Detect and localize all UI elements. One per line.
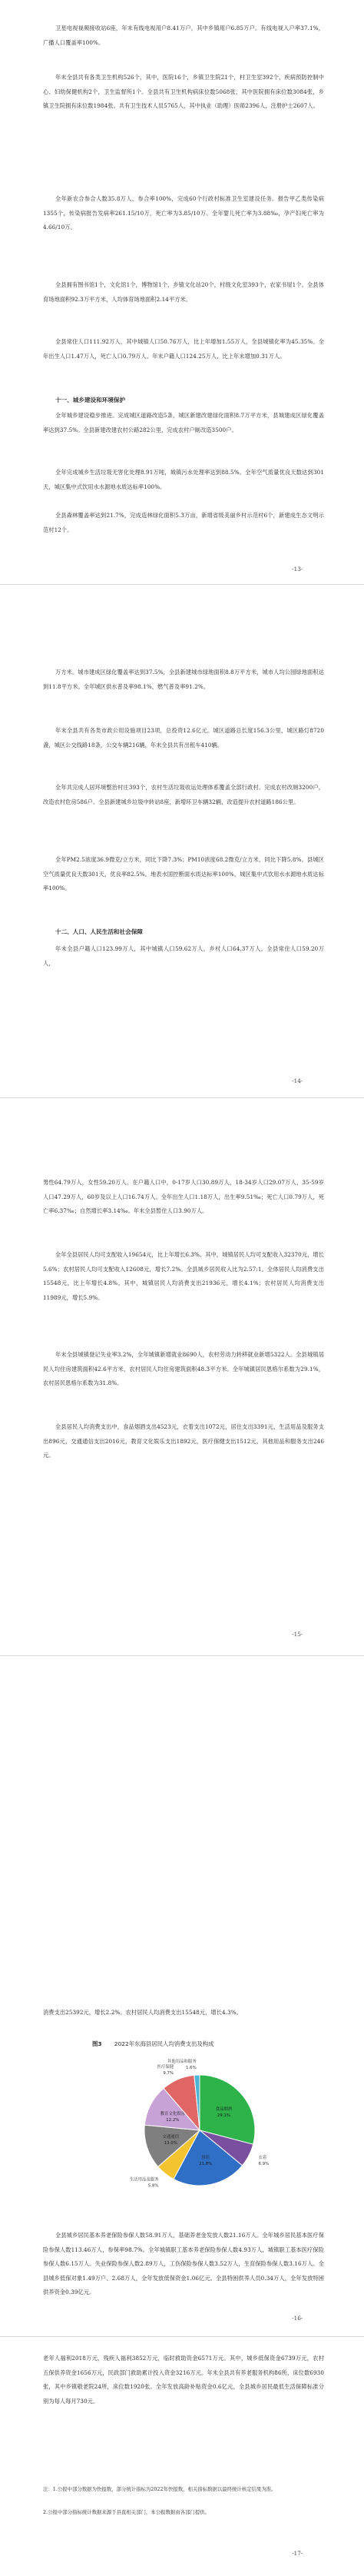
paragraph: 全县居民人均消费支出中，食品烟酒支出4523元，衣着支出1072元，居住支出3391元，生活用品及服务支出896元，交通通信支出2016元，教育文化娱乐支出1892元，医疗保健支出1512元，其他用品和服务支出246元。 (43, 1423, 324, 1459)
paragraph: 全县常住人口111.92万人，其中城镇人口50.76万人，比上年增加1.55万人，全县城镇化率为45.35%。全年出生人口1.47万人，死亡人口0.79万人。年末户籍人口124.25万人，比上年末增加0.31万人。 (43, 338, 324, 360)
paragraph: 全年共完成人居环境整治村庄393个，农村生活垃圾收运处理体系覆盖全部行政村。完成农村改厕3200户，改造农村危房586户。全县新建城乡垃圾中转站8座，新增环卫车辆32辆，改造提升农村道路186公里。 (43, 784, 324, 805)
pie-percent-label: 1.6% (186, 2066, 197, 2071)
pie-slice-label (157, 2063, 174, 2076)
paragraph: 男性64.79万人，女性59.20万人。在户籍人口中，0-17岁人口30.89万人，18-34岁人口29.07万人，35-59岁人口47.29万人，60岁及以上人口16.74万人。全年出生人口1.18万人，出生率9.51‰；死亡人口0.79万人，死亡率6.37‰；自然增长率3.14‰。年末全县暂住人口3.90万人。 (43, 1179, 324, 1215)
page-divider (0, 2336, 364, 2337)
paragraph: 全县森林覆盖率达到21.7%，完成造林绿化面积5.3万亩，新增省级美丽乡村示范村6个，新建成生态文明示范村12个。 (43, 512, 324, 533)
page-number: -14- (292, 1077, 303, 1084)
page-number: -15- (292, 1631, 303, 1638)
pie-category-label: 医疗保健 (157, 2064, 174, 2070)
paragraph: 全年新农合参合人数35.8万人，参合率100%，完成60个行政村标准卫生室建设任务。报告甲乙类传染病1355个，传染病报告发病率261.15/10万，死亡率为3.85/10万。全年婴儿死亡率为3.88‰，孕产妇死亡率为4.66/10万。 (43, 195, 324, 231)
figure-label: 图3 (92, 2040, 102, 2047)
pie-category-label: 交通通信 (162, 2135, 180, 2140)
page-number: -17- (292, 2550, 303, 2557)
paragraph: 全年PM2.5浓度36.9微克/立方米，同比下降7.3%；PM10浓度68.2微克/立方米，同比下降5.8%。县城区空气质量优良天数301天，优良率82.5%。地表水国控断面水质达标率100%，城区集中式饮用水水源地水质达标率100%。 (43, 856, 324, 892)
pie-slice-label (216, 2106, 233, 2118)
paragraph: 卫星电视视频接收站6座，年末有线电视用户8.41万户，其中乡镇用户6.85万户。有线电视入户率37.1%，广播人口覆盖率100%。 (43, 25, 324, 46)
pie-category-label: 衣着 (258, 2156, 267, 2161)
pie-category-label: 教育文化娱乐 (160, 2111, 186, 2116)
paragraph: 全年完成城乡生活垃圾无害化处理8.91万吨，城镇污水处理率达到88.5%。全年空气质量优良天数达到301天，城区集中式饮用水水源地水质达标率100%。 (43, 469, 324, 490)
footnote: 注：1.公报中部分数据为快报数，部分统计指标为2022年快报数，相关指标数据以最终统计核定结果为准。 (43, 2486, 276, 2492)
pie-category-label: 生活用品及服务 (129, 2177, 159, 2183)
pie-percent-label: 21.8% (199, 2161, 213, 2166)
page-number: -13- (292, 566, 303, 573)
footnote: 2.公报中部分指标统计数据来源于县直相关部门，本公报数据由各部门提供。 (43, 2509, 210, 2515)
paragraph: 年末全县城镇登记失业率3.2%，全年城镇新增就业8690人，农村劳动力转移就业新增5322人。全县城镇居民人均住房建筑面积42.6平方米，农村居民人均住房建筑面积48.3平方米。全年城镇居民恩格尔系数为29.1%，农村居民恩格尔系数为31.8%。 (43, 1351, 324, 1387)
pie-chart-svg (92, 2053, 284, 2207)
paragraph: 万方米。城市建成区绿化覆盖率达到37.5%，全县新建城市绿地面积8.8万平方米，城市人均公园绿地面积达到11.8平方米。全年城区供水普及率98.1%，燃气普及率91.2%。 (43, 669, 324, 690)
paragraph: 老年人福利2018万元，残疾人福利3852万元，临时救助资金6571万元。其中，城乡低保资金6739万元，农村五保供养资金1656万元，民政部门救助累计投入资金3216万元。年末全县共有养老服务机构86所，床位数6930张，其中乡镇敬老院24所，床位数1920张。全年发放高龄补贴资金0.6亿元，全县城乡居民最低生活保障标准分别为每人每月730元。 (43, 2355, 324, 2405)
page-number: -16- (292, 2315, 303, 2322)
pie-category-label: 其他用品和服务 (167, 2060, 197, 2065)
pie-percent-label: 13.0% (164, 2141, 177, 2146)
pie-percent-label: 29.1% (217, 2113, 230, 2118)
paragraph: 年末全县户籍人口123.99万人，其中城镇人口59.62万人，乡村人口64.37万人。全县常住人口59.20万人， (43, 945, 324, 967)
pie-category-label: 食品烟酒 (215, 2106, 233, 2112)
pie-slice-label (259, 2154, 270, 2166)
paragraph: 年末全县共有各类卫生机构526个，其中，医院16个，乡镇卫生院21个，村卫生室392个，疾病预防控制中心、妇幼保健机构2个，卫生监督所1个。全县共有卫生机构病床位数5068张，其中医院拥有床位数3084张，乡镇卫生院拥有床位数1984张。共有卫生技术人员5765人，其中执业（助理）医师2396人，注册护士2607人。 (43, 74, 324, 110)
paragraph: 全年全县居民人均可支配收入19654元，比上年增长6.3%。其中，城镇居民人均可支配收入32370元，增长5.6%；农村居民人均可支配收入12608元，增长7.2%。全县城乡居民收入比为2.57:1。全体居民人均消费支出15548元，比上年增长4.8%。其中，城镇居民人均消费支出21936元，增长4.1%；农村居民人均消费支出11989元，增长5.9%。 (43, 1251, 324, 1301)
paragraph: 全年城乡建设稳步推进。完成城区道路改造5条，城区新建改建绿化面积8.7万平方米，县城建成区绿化覆盖率达到37.5%。全县新建改建农村公路282公里，完成农村户厕改造3500户。 (43, 412, 324, 433)
page-divider (0, 1655, 364, 1656)
pie-category-label: 居住 (201, 2155, 210, 2160)
section-heading: 十一、城乡建设和环境保护 (55, 397, 126, 403)
pie-slice-label (163, 2133, 180, 2146)
chart-caption: 2022年东海县居民人均消费支出及构成 (114, 2040, 214, 2047)
pie-percent-label: 6.9% (258, 2162, 270, 2167)
page-divider (0, 1097, 364, 1098)
section-heading: 十二、人口、人民生活和社会保障 (55, 928, 143, 935)
paragraph: 全县城乡居民基本养老保险参保人数58.91万人，基础养老金发放人数21.16万人。全年城乡居民基本医疗保险参保人数113.46万人，参保率98.7%。全年城镇职工基本养老保险参保人数4.93万人，城镇职工基本医疗保险参保人数6.15万人。失业保险参保人数2.89万人，工伤保险参保人数3.52万人，生育保险参保人数3.16万人。全县城乡低保对象1.49万户、2.68万人，全年发放低保资金1.06亿元。全县特困供养人员0.34万人，全年发放特困供养资金0.39亿元。 (43, 2232, 324, 2296)
page-divider (0, 584, 364, 585)
pie-percent-label: 5.8% (147, 2183, 159, 2189)
chart-title (92, 2040, 214, 2048)
paragraph: 年末全县共有各类市政公用设施项目23项，总投资12.6亿元。城区道路总长度156.3公里，城区路灯8720盏，城区公交线路18条，公交车辆216辆，年末全县共有出租车410辆。 (43, 727, 324, 749)
pie-chart (92, 2053, 284, 2207)
paragraph: 全县拥有图书馆1个，文化馆1个，博物馆1个，乡镇文化站20个，村级文化室393个，农家书屋1个。全县体育场地面积92.3万平方米，人均体育场地面积2.14平方米。 (43, 281, 324, 303)
pie-percent-label: 12.2% (166, 2117, 180, 2123)
pie-slice-label (130, 2176, 159, 2188)
paragraph: 消费支出25392元，增长2.2%。农村居民人均消费支出15548元，增长4.3%。 (43, 2009, 242, 2016)
pie-percent-label: 9.7% (163, 2070, 174, 2076)
